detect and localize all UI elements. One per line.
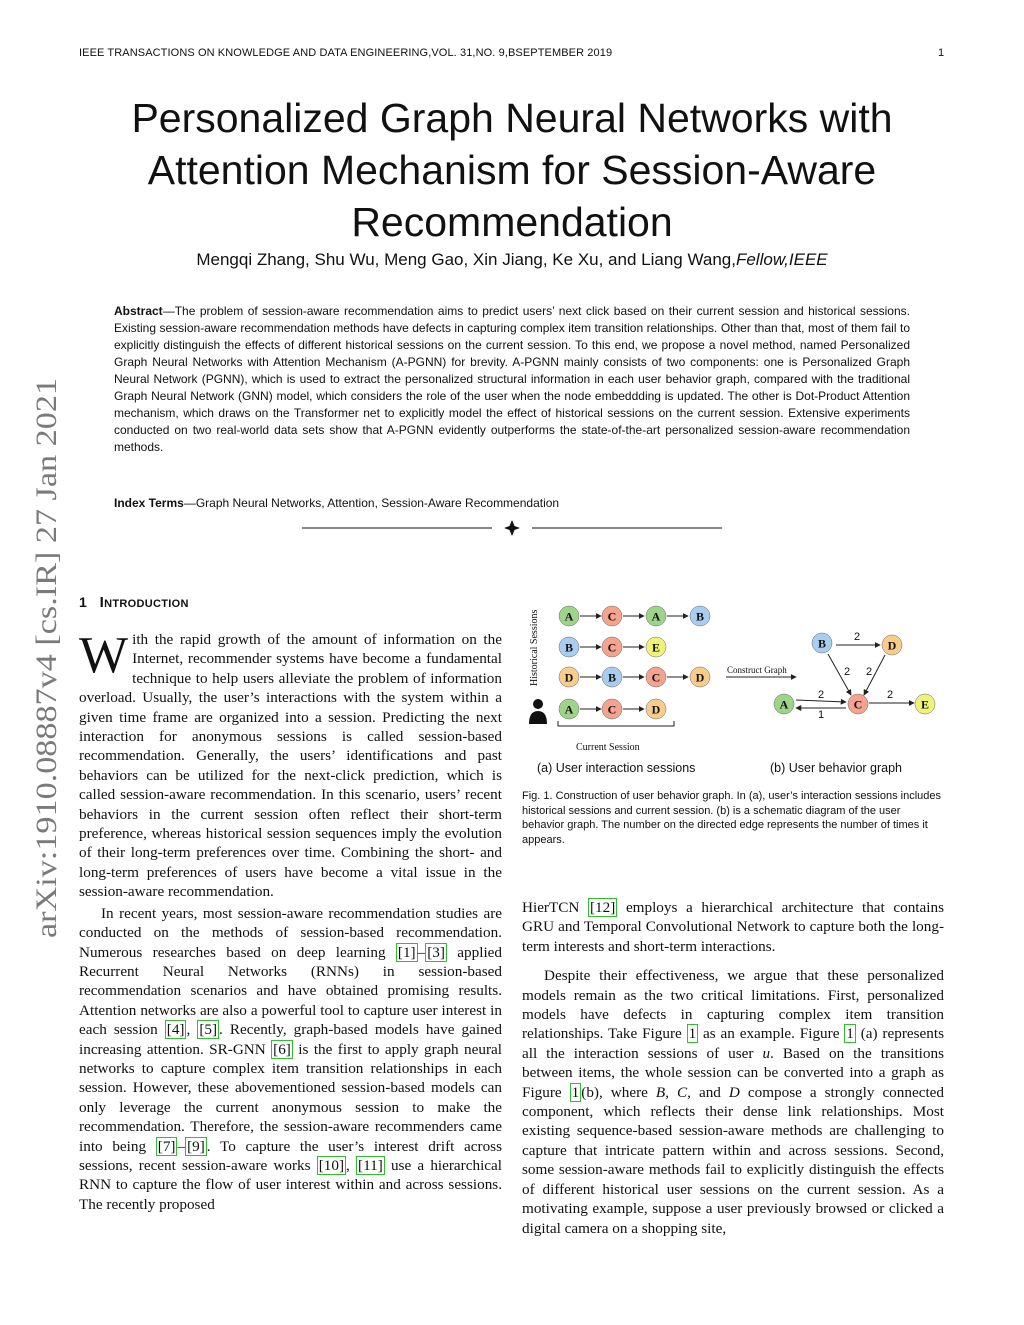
- session-node: [646, 637, 666, 657]
- svg-text:D: D: [695, 670, 705, 685]
- session-node: [559, 699, 579, 719]
- figure-link[interactable]: 1: [688, 1025, 697, 1043]
- svg-text:D: D: [887, 638, 897, 653]
- index-terms: [114, 495, 910, 512]
- abstract-text: —The problem of session-aware recommendation aims to predict users’ next click based on their current session and historical sessions. Existing session-aware recommendation methods have defects in capturing complex item transition relationships. Other than that, most of them fail to explicitly distinguish the effects of different historical sessions on the current session. To this end, we propose a novel method, named Personalized Graph Neural Networks with Attention Mechanism (A-PGNN) for brevity. A-PGNN mainly consists of two components: one is Personalized Graph Neural Network (PGNN), which is used to extract the personalized structural information in each user behavior graph, compared with the traditional Graph Neural Network (GNN) model, which considers the role of the user when the node embeddding is updated. The other is Dot-Product Attention mechanism, which draws on the Transformer net to explicitly model the effect of historical sessions on the current session. Extensive experiments conducted on two real-world data sets show that A-PGNN evidently outperforms the state-of-the-art personalized session-aware recommendation methods.: [114, 304, 910, 454]
- text-run: use a hierarchical RNN to capture the flow of user interest within and across sessions. The recently proposed: [79, 1156, 502, 1213]
- session-node: [559, 606, 579, 626]
- svg-text:E: E: [651, 640, 661, 655]
- section-rest: NTRODUCTION: [104, 598, 189, 610]
- citation-link[interactable]: [4]: [166, 1021, 185, 1039]
- right-column: [522, 898, 944, 1238]
- svg-text:B: B: [564, 640, 574, 655]
- current-session-label: Current Session: [576, 742, 640, 753]
- session-node: [559, 667, 579, 687]
- figure-link[interactable]: 1: [846, 1025, 854, 1043]
- figure-caption: Fig. 1. Construction of user behavior graph. In (a), user’s interaction sessions includes historical sessions and current session. (b) is a schematic diagram of the user behavior graph. The number on the directed edge represents the number of times it appears.: [522, 790, 942, 846]
- intro-paragraph-2: [79, 904, 502, 1215]
- historical-sessions-label: Historical Sessions: [529, 609, 540, 686]
- citation-link[interactable]: [3]: [427, 943, 445, 961]
- svg-text:D: D: [651, 702, 661, 717]
- citation-link[interactable]: [9]: [187, 1137, 205, 1155]
- svg-text:A: A: [651, 609, 661, 624]
- intro-p1-text: ith the rapid growth of the amount of information on the Internet, recommender systems have become a fundamental technique to help users alleviate the problem of information overload. Usually, the user’s interactions with the system within a given time frame are organized into a session. Predicting the next interaction for anonymous sessions is called session-based recommendation. Generally, the users’ identifications and past behaviors can be utilized for the next-click prediction, which is called session-aware recommendation. In this scenario, users’ recent behaviors in the current session often reflect their short-term preference, whereas historical session sequences imply the evolution of their long-term preferences over time. Combining the short- and long-term preferences of users have become a vital issue in the session-aware recommendation.: [79, 631, 502, 901]
- text-run: In recent years, most session-aware recommendation studies are conducted on the methods of session-based recommendation. Numerous researches based on deep learning: [79, 904, 502, 961]
- text-run: , and: [687, 1083, 729, 1101]
- text-run: ,: [665, 1083, 677, 1101]
- text-run: (b), where: [581, 1083, 656, 1101]
- svg-text:C: C: [607, 640, 617, 655]
- subcaption-a: (a) User interaction sessions: [537, 761, 696, 775]
- svg-text:C: C: [651, 670, 661, 685]
- running-header: IEEE TRANSACTIONS ON KNOWLEDGE AND DATA ENGINEERING,VOL. 31,NO. 9,BSEPTEMBER 2019: [79, 47, 613, 59]
- math-var: C: [677, 1083, 688, 1101]
- text-run: ,: [186, 1021, 198, 1039]
- text-run: . Based on the transitions between items, the whole session can be converted into a graph as Figure: [522, 1044, 944, 1101]
- math-var: u: [762, 1044, 771, 1062]
- session-node: [602, 667, 622, 687]
- text-run: . To capture the user’s interest drift across sessions, recent session-aware works: [79, 1137, 503, 1174]
- section-divider: [302, 518, 722, 538]
- session-node: [690, 606, 710, 626]
- session-node: [690, 667, 710, 687]
- text-run: ,: [346, 1156, 357, 1174]
- session-node: [559, 637, 579, 657]
- text-run: –: [417, 943, 426, 961]
- citation-link[interactable]: [7]: [157, 1137, 176, 1155]
- abstract-label: Abstract: [114, 304, 163, 318]
- arxiv-stamp-text: arXiv:1910.08887v4 [cs.IR] 27 Jan 2021: [30, 446, 63, 938]
- figure-link[interactable]: 1: [571, 1083, 580, 1101]
- citation-link[interactable]: [1]: [397, 943, 416, 961]
- intro-paragraph-1: [79, 627, 502, 902]
- graph-node: [774, 694, 794, 714]
- index-terms-label: Index Terms: [114, 496, 184, 510]
- svg-text:A: A: [779, 697, 789, 712]
- session-arrows: [580, 616, 688, 709]
- session-nodes: [559, 606, 710, 719]
- text-run: applied Recurrent Neural Networks (RNNs) in session-based recommendation scenarios and have obtained promising results. Attention networks are also a powerful tool to capture user interest in each session: [79, 943, 503, 1039]
- svg-text:A: A: [564, 609, 574, 624]
- abstract: [114, 303, 910, 456]
- edge-label: 2: [854, 631, 861, 643]
- section-number: 1: [79, 594, 88, 610]
- text-run: HierTCN: [522, 899, 588, 916]
- subcaption-b: (b) User behavior graph: [770, 761, 903, 775]
- text-run: –: [177, 1137, 186, 1155]
- session-node: [602, 637, 622, 657]
- author-names: Mengqi Zhang, Shu Wu, Meng Gao, Xin Jiang, Ke Xu, and Liang Wang,: [196, 250, 736, 269]
- user-icon: [529, 699, 547, 724]
- text-run: as an example. Figure: [698, 1025, 845, 1043]
- citation-link[interactable]: [5]: [199, 1021, 218, 1039]
- svg-text:C: C: [853, 697, 863, 712]
- construct-graph-label: Construct Graph: [727, 665, 787, 675]
- text-run: is the first to apply graph neural networks to capture complex item transition relationships in each session. However, these abovementioned session-based models can only leverage the current anonymous session to make the recommendation. Therefore, the session-aware recommenders came into being: [79, 1040, 502, 1155]
- text-run: (a) represents all the interaction sessions of user: [522, 1025, 944, 1062]
- author-fellow: Fellow,IEEE: [735, 250, 828, 269]
- svg-text:A: A: [564, 702, 574, 717]
- svg-text:E: E: [920, 697, 930, 712]
- math-var: B: [655, 1083, 666, 1101]
- edge-label: 2: [844, 666, 851, 678]
- citation-link[interactable]: [10]: [318, 1156, 345, 1174]
- session-node: [602, 699, 622, 719]
- svg-text:B: B: [607, 670, 617, 685]
- text-run: . Recently, graph-based models have gained increasing attention. SR-GNN: [79, 1021, 503, 1058]
- session-node: [602, 606, 622, 626]
- session-node: [646, 667, 666, 687]
- citation-link[interactable]: [11]: [358, 1156, 383, 1174]
- index-terms-text: —Graph Neural Networks, Attention, Session-Aware Recommendation: [183, 496, 560, 510]
- session-node: [646, 606, 666, 626]
- citation-link[interactable]: [12]: [590, 899, 616, 916]
- graph-node: [915, 694, 935, 714]
- svg-text:B: B: [695, 609, 705, 624]
- svg-text:C: C: [607, 702, 617, 717]
- text-run: compose a strongly connected component, which reflects their dense link relationships. Most existing sequence-based session-aware methods are challenging to capture that intricate pattern within and across sessions. Second, some session-aware methods fail to explicitly distinguish the effects of different historical user sessions on the current session. As a motivating example, suppose a user previously browsed or clicked a digital camera on a shopping site,: [522, 1083, 944, 1237]
- page-number: 1: [938, 47, 945, 59]
- edge-label: 2: [866, 666, 873, 678]
- edge-label: 2: [887, 689, 894, 701]
- session-node: [646, 699, 666, 719]
- section-first-letter: I: [99, 594, 105, 611]
- author-list: [110, 250, 914, 270]
- right-paragraph-2: [522, 966, 944, 1238]
- graph-node: [882, 635, 902, 655]
- math-var: D: [728, 1083, 740, 1101]
- graph-node: [812, 633, 832, 653]
- svg-text:B: B: [817, 636, 827, 651]
- edge-label: 2: [818, 689, 825, 701]
- divider-diamond-icon: [504, 520, 520, 536]
- right-paragraph-1: [522, 898, 944, 956]
- svg-text:D: D: [564, 670, 574, 685]
- graph-node: [848, 694, 868, 714]
- text-run: employs a hierarchical architecture that contains GRU and Temporal Convolutional Network to capture both the long-term interests and short-term interactions.: [522, 899, 944, 955]
- section-heading: [79, 594, 189, 611]
- current-session-bracket: [558, 721, 674, 726]
- drop-cap: W: [79, 627, 129, 684]
- citation-link[interactable]: [6]: [273, 1040, 291, 1058]
- left-column: [79, 627, 503, 1214]
- figure-1: [524, 598, 944, 758]
- arxiv-stamp: [10, 372, 70, 942]
- edge-label: 1: [818, 709, 825, 721]
- svg-text:C: C: [607, 609, 617, 624]
- paper-title: Personalized Graph Neural Networks with Attention Mechanism for Session-Aware Recommendation: [131, 95, 893, 245]
- text-run: Despite their effectiveness, we argue that these personalized models remain as the two critical limitations. First, personalized models have defects in capturing complex item transition relationships. Take Figure: [522, 967, 944, 1043]
